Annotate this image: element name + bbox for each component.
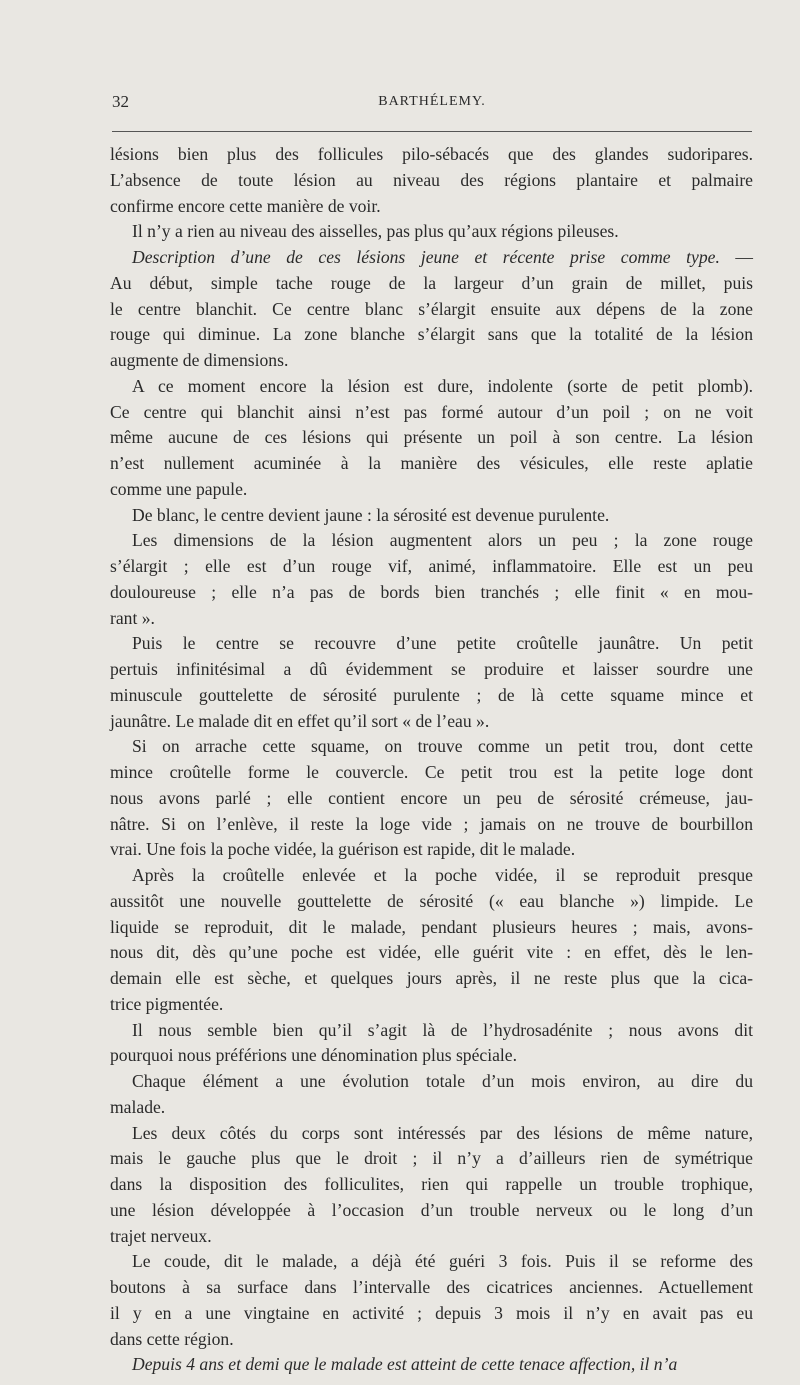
text-line: trice pigmentée. [110,993,224,1014]
header-rule [112,131,752,132]
text-line: comme une papule. [110,478,248,499]
page-header [112,86,752,116]
text-line: vrai. Une fois la poche vidée, la guérison est rapide, dit le malade. [110,839,576,860]
text-line: De blanc, le centre devient jaune : la sérosité est devenue purulente. [132,504,610,525]
page-number: 32 [112,92,129,111]
text-line: aussitôt une nouvelle gouttelette de sérosité (« eau blanche ») limpide. Le [110,890,753,911]
text-line: dans la disposition des folliculites, rien qui rappelle un trouble trophique, [110,1174,753,1194]
text-line: mais le gauche plus que le droit ; il n’y a d’ailleurs rien de symétrique [110,1148,753,1169]
text-line: trajet nerveux. [110,1225,212,1246]
text-line: une lésion développée à l’occasion d’un trouble nerveux ou le long d’un [110,1199,753,1220]
text-line: Depuis 4 ans et demi que le malade est atteint de cette tenace affection, il n’a [132,1354,678,1375]
text-line: Le coude, dit le malade, a déjà été guéri 3 fois. Puis il se reforme des [132,1251,753,1272]
text-line: confirme encore cette manière de voir. [110,195,381,216]
text-line: Si on arrache cette squame, on trouve comme un petit trou, dont cette [132,736,753,757]
text-line: Après la croûtelle enlevée et la poche vidée, il se reproduit presque [132,865,753,885]
text-line: nous dit, dès qu’une poche est vidée, elle guérit vite : en effet, dès le len- [110,942,753,963]
text-line: dans cette région. [110,1328,234,1349]
text-line: pertuis infinitésimal a dû évidemment se produire et laisser sourdre une [110,659,753,679]
text-line: même aucune de ces lésions qui présente un poil à son centre. La lésion [110,427,753,448]
text-line: Chaque élément a une évolution totale d’un mois environ, au dire du [132,1071,753,1091]
text-line: Description d’une de ces lésions jeune et récente prise comme type. — [132,247,753,267]
text-line: pourquoi nous préférions une dénomination plus spéciale. [110,1045,518,1066]
text-line: lésions bien plus des follicules pilo-sébacés que des glandes sudoripares. [110,144,753,164]
text-line: mince croûtelle forme le couvercle. Ce petit trou est la petite loge dont [110,762,753,782]
text-line: il y en a une vingtaine en activité ; depuis 3 mois il n’y en avait pas eu [110,1302,753,1323]
text-line: Puis le centre se recouvre d’une petite croûtelle jaunâtre. Un petit [132,633,753,654]
text-line: nous avons parlé ; elle contient encore un peu de sérosité crémeuse, jau- [110,787,753,808]
running-head: BARTHÉLEMY. [378,94,486,109]
text-line: Ce centre qui blanchit ainsi n’est pas formé autour d’un poil ; on ne voit [110,401,753,422]
text-line: L’absence de toute lésion au niveau des régions plantaire et palmaire [110,169,753,190]
text-line: Les dimensions de la lésion augmentent alors un peu ; la zone rouge [132,530,753,551]
text-line: s’élargit ; elle est d’un rouge vif, animé, inflammatoire. Elle est un peu [110,556,753,576]
text-line: A ce moment encore la lésion est dure, indolente (sorte de petit plomb). [132,375,753,396]
text-line: douloureuse ; elle n’a pas de bords bien tranchés ; elle finit « en mou- [110,581,753,602]
text-line: augmente de dimensions. [110,350,289,370]
text-line: demain elle est sèche, et quelques jours après, il ne reste plus que la cica- [110,968,753,988]
text-line: Au début, simple tache rouge de la largeur d’un grain de millet, puis [110,272,753,293]
text-line: rouge qui diminue. La zone blanche s’élargit sans que la totalité de la lésion [110,324,753,345]
text-line: minuscule gouttelette de sérosité purulente ; de là cette squame mince et [110,684,753,705]
text-line: Les deux côtés du corps sont intéressés par des lésions de même nature, [132,1122,753,1143]
text-line: jaunâtre. Le malade dit en effet qu’il sort « de l’eau ». [110,710,490,731]
text-line: boutons à sa surface dans l’intervalle des cicatrices anciennes. Actuellement [110,1277,753,1297]
text-line: Il n’y a rien au niveau des aisselles, pas plus qu’aux régions pileuses. [132,221,619,242]
text-line: Il nous semble bien qu’il s’agit là de l’hydrosadénite ; nous avons dit [132,1019,753,1040]
text-line: n’est nullement acuminée à la manière des vésicules, elle reste aplatie [110,453,753,473]
body-text [110,142,753,1378]
text-line: rant ». [110,607,155,628]
text-line: liquide se reproduit, dit le malade, pendant plusieurs heures ; mais, avons- [110,916,753,937]
text-line: malade. [110,1096,166,1117]
text-line: nâtre. Si on l’enlève, il reste la loge vide ; jamais on ne trouve de bourbillon [110,813,753,834]
text-line: le centre blanchit. Ce centre blanc s’élargit ensuite aux dépens de la zone [110,298,753,319]
